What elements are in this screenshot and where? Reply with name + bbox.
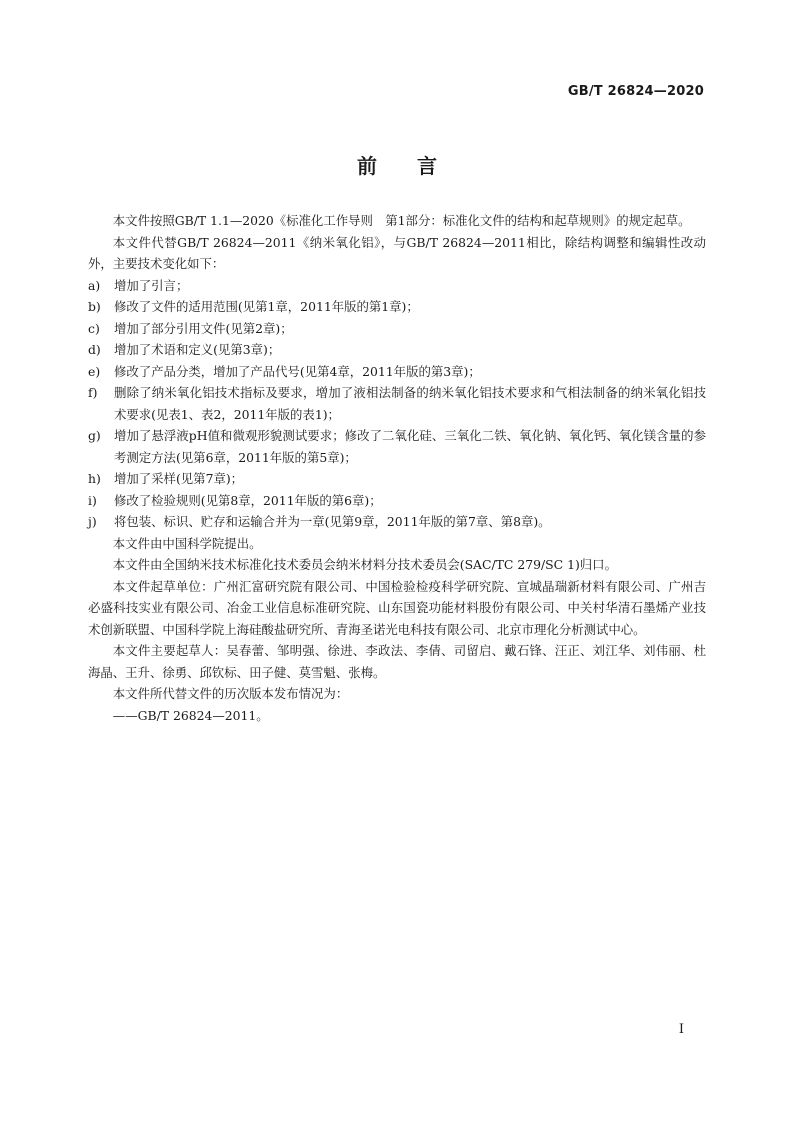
standard-code: GB/T 26824—2020 — [567, 84, 704, 99]
paragraph-version-history: 本文件所代替文件的历次版本发布情况为： — [112, 686, 349, 701]
changes-list — [88, 275, 706, 533]
list-item-text: 删除了纳米氧化铝技术指标及要求，增加了液相法制备的纳米氧化铝技术要求和气相法制备的纳米氧化铝技术要求(见表1、表2，2011年版的表1)； — [114, 385, 706, 422]
list-item — [88, 382, 706, 425]
list-item — [88, 511, 706, 533]
list-marker: a) — [88, 277, 101, 293]
list-marker: c) — [88, 320, 100, 336]
page-title — [0, 150, 794, 179]
list-item-text: 将包装、标识、贮存和运输合并为一章(见第9章，2011年版的第7章、第8章)。 — [114, 514, 551, 529]
list-item-text: 增加了采样(见第7章)； — [114, 471, 244, 486]
list-item — [88, 468, 706, 490]
paragraph-proposer: 本文件由中国科学院提出。 — [112, 535, 262, 551]
list-item — [88, 490, 706, 512]
foreword-body — [88, 210, 706, 726]
list-marker: g) — [88, 428, 101, 443]
list-item — [88, 296, 706, 318]
list-marker: e) — [88, 363, 101, 379]
list-item — [88, 275, 706, 297]
list-item — [88, 318, 706, 340]
list-marker: f) — [88, 385, 98, 400]
list-marker: h) — [88, 471, 101, 486]
list-item-text: 修改了文件的适用范围(见第1章，2011年版的第1章)； — [114, 299, 419, 314]
list-item-text: 增加了术语和定义(见第3章)； — [114, 342, 281, 357]
list-item-text: 修改了检验规则(见第8章，2011年版的第6章)； — [114, 492, 382, 508]
paragraph-drafters: 本文件主要起草人：吴春蕾、邹明强、徐进、李政法、李倩、司留启、戴石锋、汪正、刘江华、刘伟丽、杜海晶、王升、徐勇、邱钦标、田子健、莫雪魁、张梅。 — [88, 643, 706, 680]
list-marker: i) — [88, 492, 97, 508]
paragraph-replacement: 本文件代替GB/T 26824—2011《纳米氧化铝》，与GB/T 26824—2011相比，除结构调整和编辑性改动外，主要技术变化如下： — [88, 234, 706, 271]
title-char-1: 前 — [357, 154, 377, 178]
list-item — [88, 361, 706, 383]
paragraph-drafting-rules: 本文件按照GB/T 1.1—2020《标准化工作导则 第1部分：标准化文件的结构和起草规则》的规定起草。 — [112, 213, 691, 228]
list-item-text: 修改了产品分类，增加了产品代号(见第4章，2011年版的第3章)； — [114, 363, 481, 379]
list-item-text: 增加了部分引用文件(见第2章)； — [114, 320, 293, 336]
previous-version: ——GB/T 26824—2011。 — [112, 707, 269, 723]
list-marker: b) — [88, 299, 101, 314]
list-item-text: 增加了悬浮液pH值和微观形貌测试要求；修改了二氧化硅、三氧化二铁、氧化钠、氧化钙、氧化镁含量的参考测定方法(见第6章，2011年版的第5章)； — [114, 428, 706, 465]
title-char-2: 言 — [417, 154, 437, 178]
list-marker: j) — [88, 514, 97, 529]
page-number: I — [678, 1022, 684, 1037]
list-marker: d) — [88, 342, 101, 357]
list-item — [88, 339, 706, 361]
paragraph-drafting-units: 本文件起草单位：广州汇富研究院有限公司、中国检验检疫科学研究院、宣城晶瑞新材料有限公司、广州吉必盛科技实业有限公司、冶金工业信息标准研究院、山东国瓷功能材料股份有限公司、中关村华清石墨烯产业技术创新联盟、中国科学院上海硅酸盐研究所、青海圣诺光电科技有限公司、北京市理化分析测试中心。 — [88, 578, 706, 637]
list-item-text: 增加了引言； — [114, 277, 189, 293]
paragraph-committee: 本文件由全国纳米技术标准化技术委员会纳米材料分技术委员会(SAC/TC 279/SC 1)归口。 — [112, 557, 617, 572]
list-item — [88, 425, 706, 468]
